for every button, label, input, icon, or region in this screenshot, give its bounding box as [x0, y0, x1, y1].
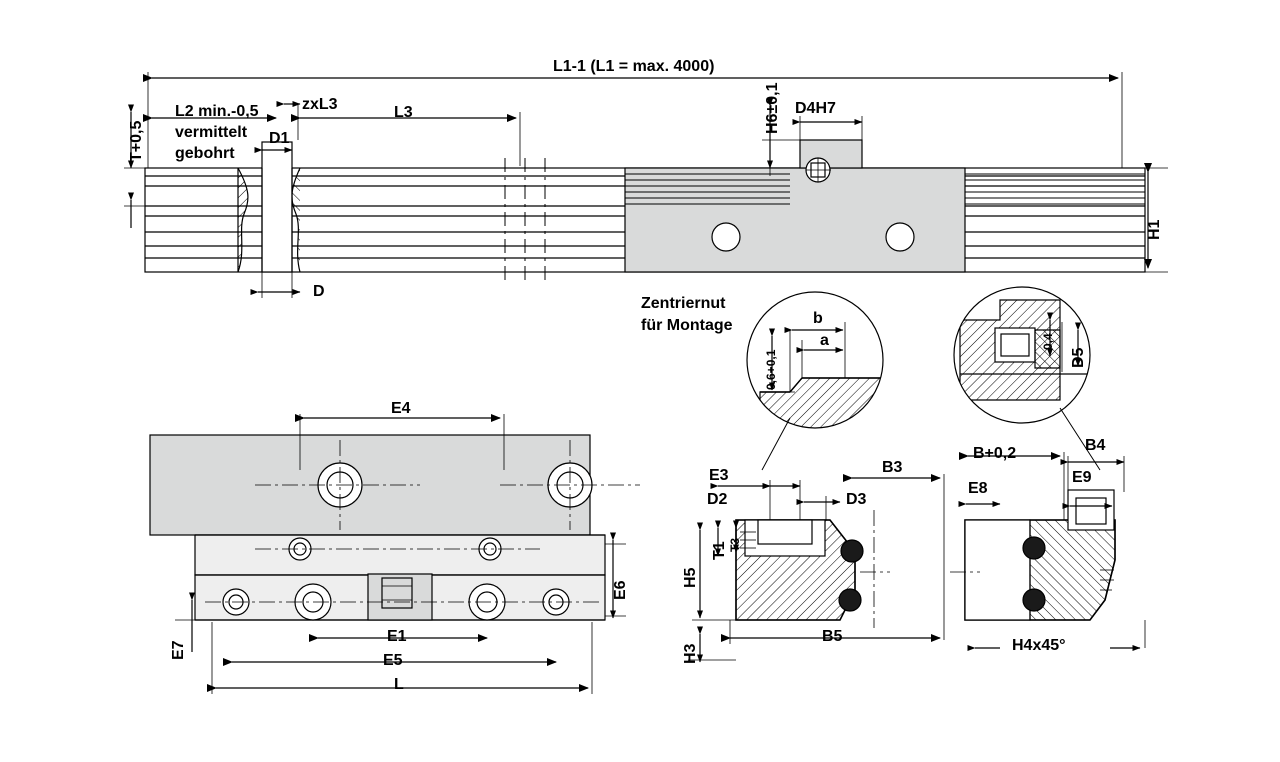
- label-l2: L2 min.-0,5: [175, 103, 259, 120]
- label-d4: D4H7: [795, 100, 836, 117]
- label-detail-chamfer: 0,4: [1041, 333, 1055, 350]
- label-d: D: [313, 283, 325, 300]
- label-h1: H1: [1146, 219, 1163, 240]
- label-h3: H3: [682, 643, 699, 664]
- label-h5: H5: [682, 567, 699, 588]
- label-e6: E6: [612, 580, 629, 600]
- label-zxl3: zxL3: [302, 96, 338, 113]
- label-e4: E4: [391, 400, 411, 417]
- label-b: B+0,2: [973, 445, 1017, 462]
- label-l2-vermittelt: vermittelt: [175, 124, 248, 141]
- label-b3: B3: [882, 459, 903, 476]
- label-detail-a: a: [820, 332, 829, 349]
- label-fuer-montage: für Montage: [641, 317, 733, 334]
- label-h4: H4x45°: [1012, 637, 1066, 654]
- label-l2-gebohrt: gebohrt: [175, 145, 235, 162]
- label-t: T+0,5: [128, 120, 145, 162]
- label-l3: L3: [394, 104, 413, 121]
- label-e1: E1: [387, 628, 407, 645]
- label-t3: T3: [728, 537, 742, 552]
- label-detail-depth: 0,6+0,1: [764, 349, 778, 390]
- label-d3: D3: [846, 491, 867, 508]
- label-d2: D2: [707, 491, 728, 508]
- label-overall-length: L1-1 (L1 = max. 4000): [553, 58, 715, 75]
- label-zentriernut: Zentriernut: [641, 295, 726, 312]
- label-d5: D5: [1070, 347, 1087, 368]
- label-e7: E7: [170, 640, 187, 660]
- label-d1: D1: [269, 130, 290, 147]
- label-e9: E9: [1072, 469, 1092, 486]
- label-t1: T1: [711, 541, 728, 560]
- label-e5: E5: [383, 652, 403, 669]
- label-e8: E8: [968, 480, 988, 497]
- label-l: L: [394, 676, 404, 693]
- label-h6: H6±0,1: [764, 82, 781, 134]
- label-detail-b: b: [813, 310, 823, 327]
- label-e3: E3: [709, 467, 729, 484]
- label-b5: B5: [822, 628, 843, 645]
- label-b4: B4: [1085, 437, 1106, 454]
